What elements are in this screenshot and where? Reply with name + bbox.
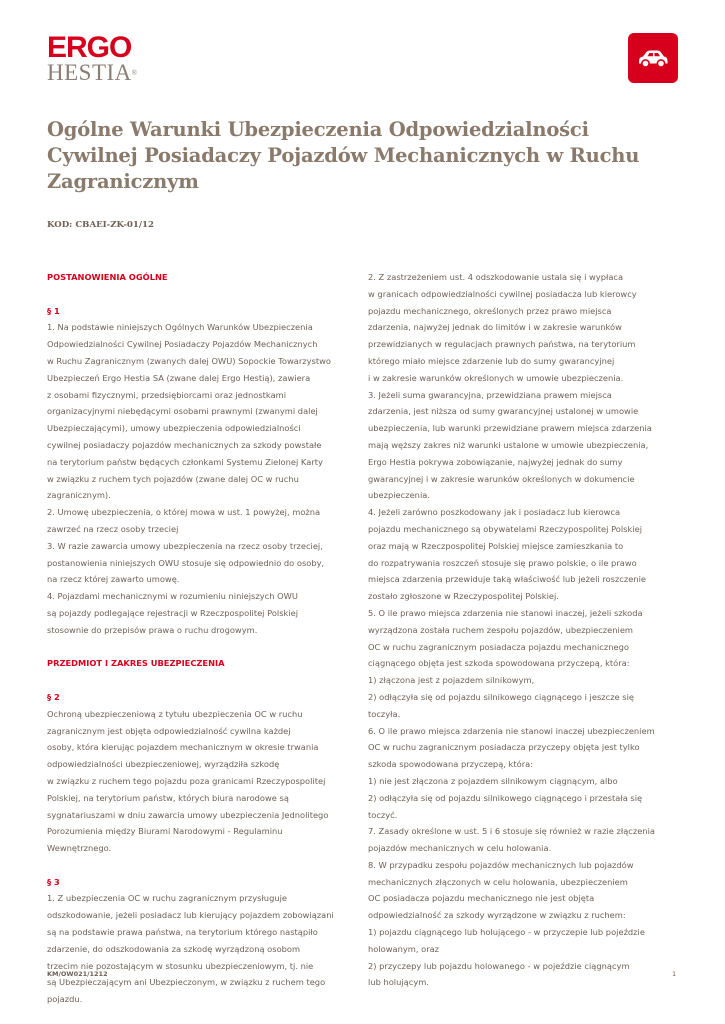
section-heading: PRZEDMIOT I ZAKRES UBEZPIECZENIA (47, 658, 225, 669)
right-column-body (368, 269, 668, 991)
spacer (47, 639, 347, 656)
paragraph: 4. Pojazdami mechanicznymi w rozumieniu niniejszych OWU są pojazdy podlegające rejestracji w Rzeczpospolitej Polskiej stosownie do przepisów prawa o ruchu drogowym. (47, 591, 299, 635)
paragraph: 3. W razie zawarcia umowy ubezpieczenia na rzecz osoby trzeciej, postanowienia niniejszych OWU stosuje się odpowiednio do osoby, na rzecz której zawarto umowę. (47, 540, 325, 585)
paragraph: 1. Z ubezpieczenia OC w ruchu zagranicznym przysługuje odszkodowanie, jeżeli posiadacz lub kierujący pojazdem zobowiązani są na podstawie prawa państwa, na terytorium którego nastąpiło zdarzenie, do odszkodowania za szkodę wyrządzoną osobom trzecim nie pozostającym w stosunku ubezpieczeniowym, tj. nie są Ubezpieczającym ani Ubezpieczonym, w związku z ruchem tego pojazdu. (47, 893, 334, 1005)
logo-ergo-text: ERGO (47, 31, 132, 64)
section-heading: POSTANOWIENIA OGÓLNE (47, 272, 168, 282)
registered-mark: ® (131, 69, 138, 77)
left-column-body (47, 269, 347, 1008)
section-heading: § 2 (47, 691, 60, 702)
logo-hestia-text: HESTIA (47, 60, 132, 85)
logo-hestia-line (47, 62, 138, 84)
car-icon (636, 46, 670, 70)
spacer (47, 286, 347, 303)
left-column (47, 269, 347, 1008)
section-heading: § 1 (47, 305, 60, 316)
paragraph: 4. Jeżeli zarówno poszkodowany jak i posiadacz lub kierowca pojazdu mechanicznego są obywatelami Rzeczypospolitej Polskiej oraz mają w Rzeczpospolitej Polskiej miejsce zamieszkania to do rozpatrywania roszczeń stosuje się prawo polskie, o ile prawo miejsca zdarzenia przewiduje taką właściwość lub jeżeli roszczenie zostało zgłoszone w Rzeczypospolitej Polskiej. (368, 507, 646, 602)
paragraph: 2. Z zastrzeżeniem ust. 4 odszkodowanie ustala się i wypłaca w granicach odpowiedzialności cywilnej posiadacza lub kierowcy pojazdu mechanicznego, określonych przez prawo miejsca zdarzenia, najwyżej jednak do limitów i w zakresie warunków przewidzianych w regulacjach prawnych państwa, na terytorium którego miało miejsce zdarzenie lub do sumy gwarancyjnej i w zakresie warunków określonych w umowie ubezpieczenia. (368, 272, 637, 383)
paragraph: 5. O ile prawo miejsca zdarzenia nie stanowi inaczej, jeżeli szkoda wyrządzona została ruchem zespołu pojazdów, ubezpieczeniem OC w ruchu zagranicznym posiadacza pojazdu mechanicznego ciągnącego objęta jest szkoda spowodowana przyczepą, która: 1) złączona jest z pojazdem silnikowym, 2) odłączyła się od pojazdu silnikowego ciągnącego i jeszcze się toczyła. (368, 607, 643, 719)
right-column (368, 269, 668, 991)
page-number: 1 (672, 970, 677, 978)
document-code: KOD: CBAEI-ZK-01/12 (47, 220, 154, 230)
paragraph: 1. Na podstawie niniejszych Ogólnych Warunków Ubezpieczenia Odpowiedzialności Cywilnej Posiadaczy Pojazdów Mechanicznych w Ruchu Zagranicznym (zwanych dalej OWU) Sopockie Towarzystwo Ubezpieczeń Ergo Hestia SA (zwane dalej Ergo Hestią), zawiera z osobami fizycznymi, przedsiębiorcami oraz jednostkami organizacyjnymi niebędącymi osobami prawnymi (zwanymi dalej Ubezpieczającymi), umowy ubezpieczenia odpowiedzialności cywilnej posiadaczy pojazdów mechanicznych za szkody powstałe na terytorium państw będących członkami Systemu Zielonej Karty w związku z ruchem tych pojazdów (zwane dalej OC w ruchu zagranicznym). (47, 322, 331, 501)
footer-code: KM/OW021/1212 (47, 970, 108, 978)
document-title: Ogólne Warunki Ubezpieczenia Odpowiedzialności Cywilnej Posiadaczy Pojazdów Mechanicznych w Ruchu Zagranicznym (47, 118, 640, 193)
paragraph: 8. W przypadku zespołu pojazdów mechanicznych lub pojazdów mechanicznych złączonych w celu holowania, ubezpieczeniem OC posiadacza pojazdu mechanicznego nie jest objęta odpowiedzialność za szkody wyrządzone w związku z ruchem: 1) pojazdu ciągnącego lub holującego - w przyczepie lub pojeździe holowanym, oraz 2) przyczepy lub pojazdu holowanego - w pojeździe ciągnącym lub holującym. (368, 859, 645, 988)
paragraph: 3. Jeżeli suma gwarancyjna, przewidziana prawem miejsca zdarzenia, jest niższa od sumy gwarancyjnej ustalonej w umowie ubezpieczenia, lub warunki przewidziane prawem miejsca zdarzenia mają węższy zakres niż warunki ustalone w umowie ubezpieczenia, Ergo Hestia pokrywa zobowiązanie, najwyżej jednak do sumy gwarancyjnej i w zakresie warunków określonych w dokumencie ubezpieczenia. (368, 389, 652, 501)
paragraph: 6. O ile prawo miejsca zdarzenia nie stanowi inaczej ubezpieczeniem OC w ruchu zagranicznym posiadacza przyczepy objęta jest tylko szkoda spowodowana przyczepą, która: 1) nie jest złączona z pojazdem silnikowym ciągnącym, albo 2) odłączyła się od pojazdu silnikowego ciągnącego i przestała się toczyć. (368, 725, 655, 820)
spacer (47, 672, 347, 689)
paragraph: Ochroną ubezpieczeniową z tytułu ubezpieczenia OC w ruchu zagranicznym jest objęta odpowiedzialność cywilna każdej osoby, która kierując pojazdem mechanicznym w okresie trwania odpowiedzialności ubezpieczeniowej, wyrządziła szkodę w związku z ruchem tego pojazdu poza granicami Rzeczypospolitej Polskiej, na terytorium państw, których biura narodowe są sygnatariuszami w dniu zawarcia umowy ubezpieczenia Jednolitego Porozumienia między Biurami Narodowymi - Regulaminu Wewnętrznego. (47, 708, 329, 854)
car-badge (628, 33, 678, 83)
spacer (47, 857, 347, 874)
ergo-hestia-logo[interactable] (47, 31, 138, 85)
paragraph: 7. Zasady określone w ust. 5 i 6 stosuje się również w razie złączenia pojazdów mechanicznych w celu holowania. (368, 826, 655, 854)
paragraph: 2. Umowę ubezpieczenia, o której mowa w ust. 1 powyżej, można zawrzeć na rzecz osoby trzeciej (47, 507, 321, 534)
section-heading: § 3 (47, 876, 60, 887)
